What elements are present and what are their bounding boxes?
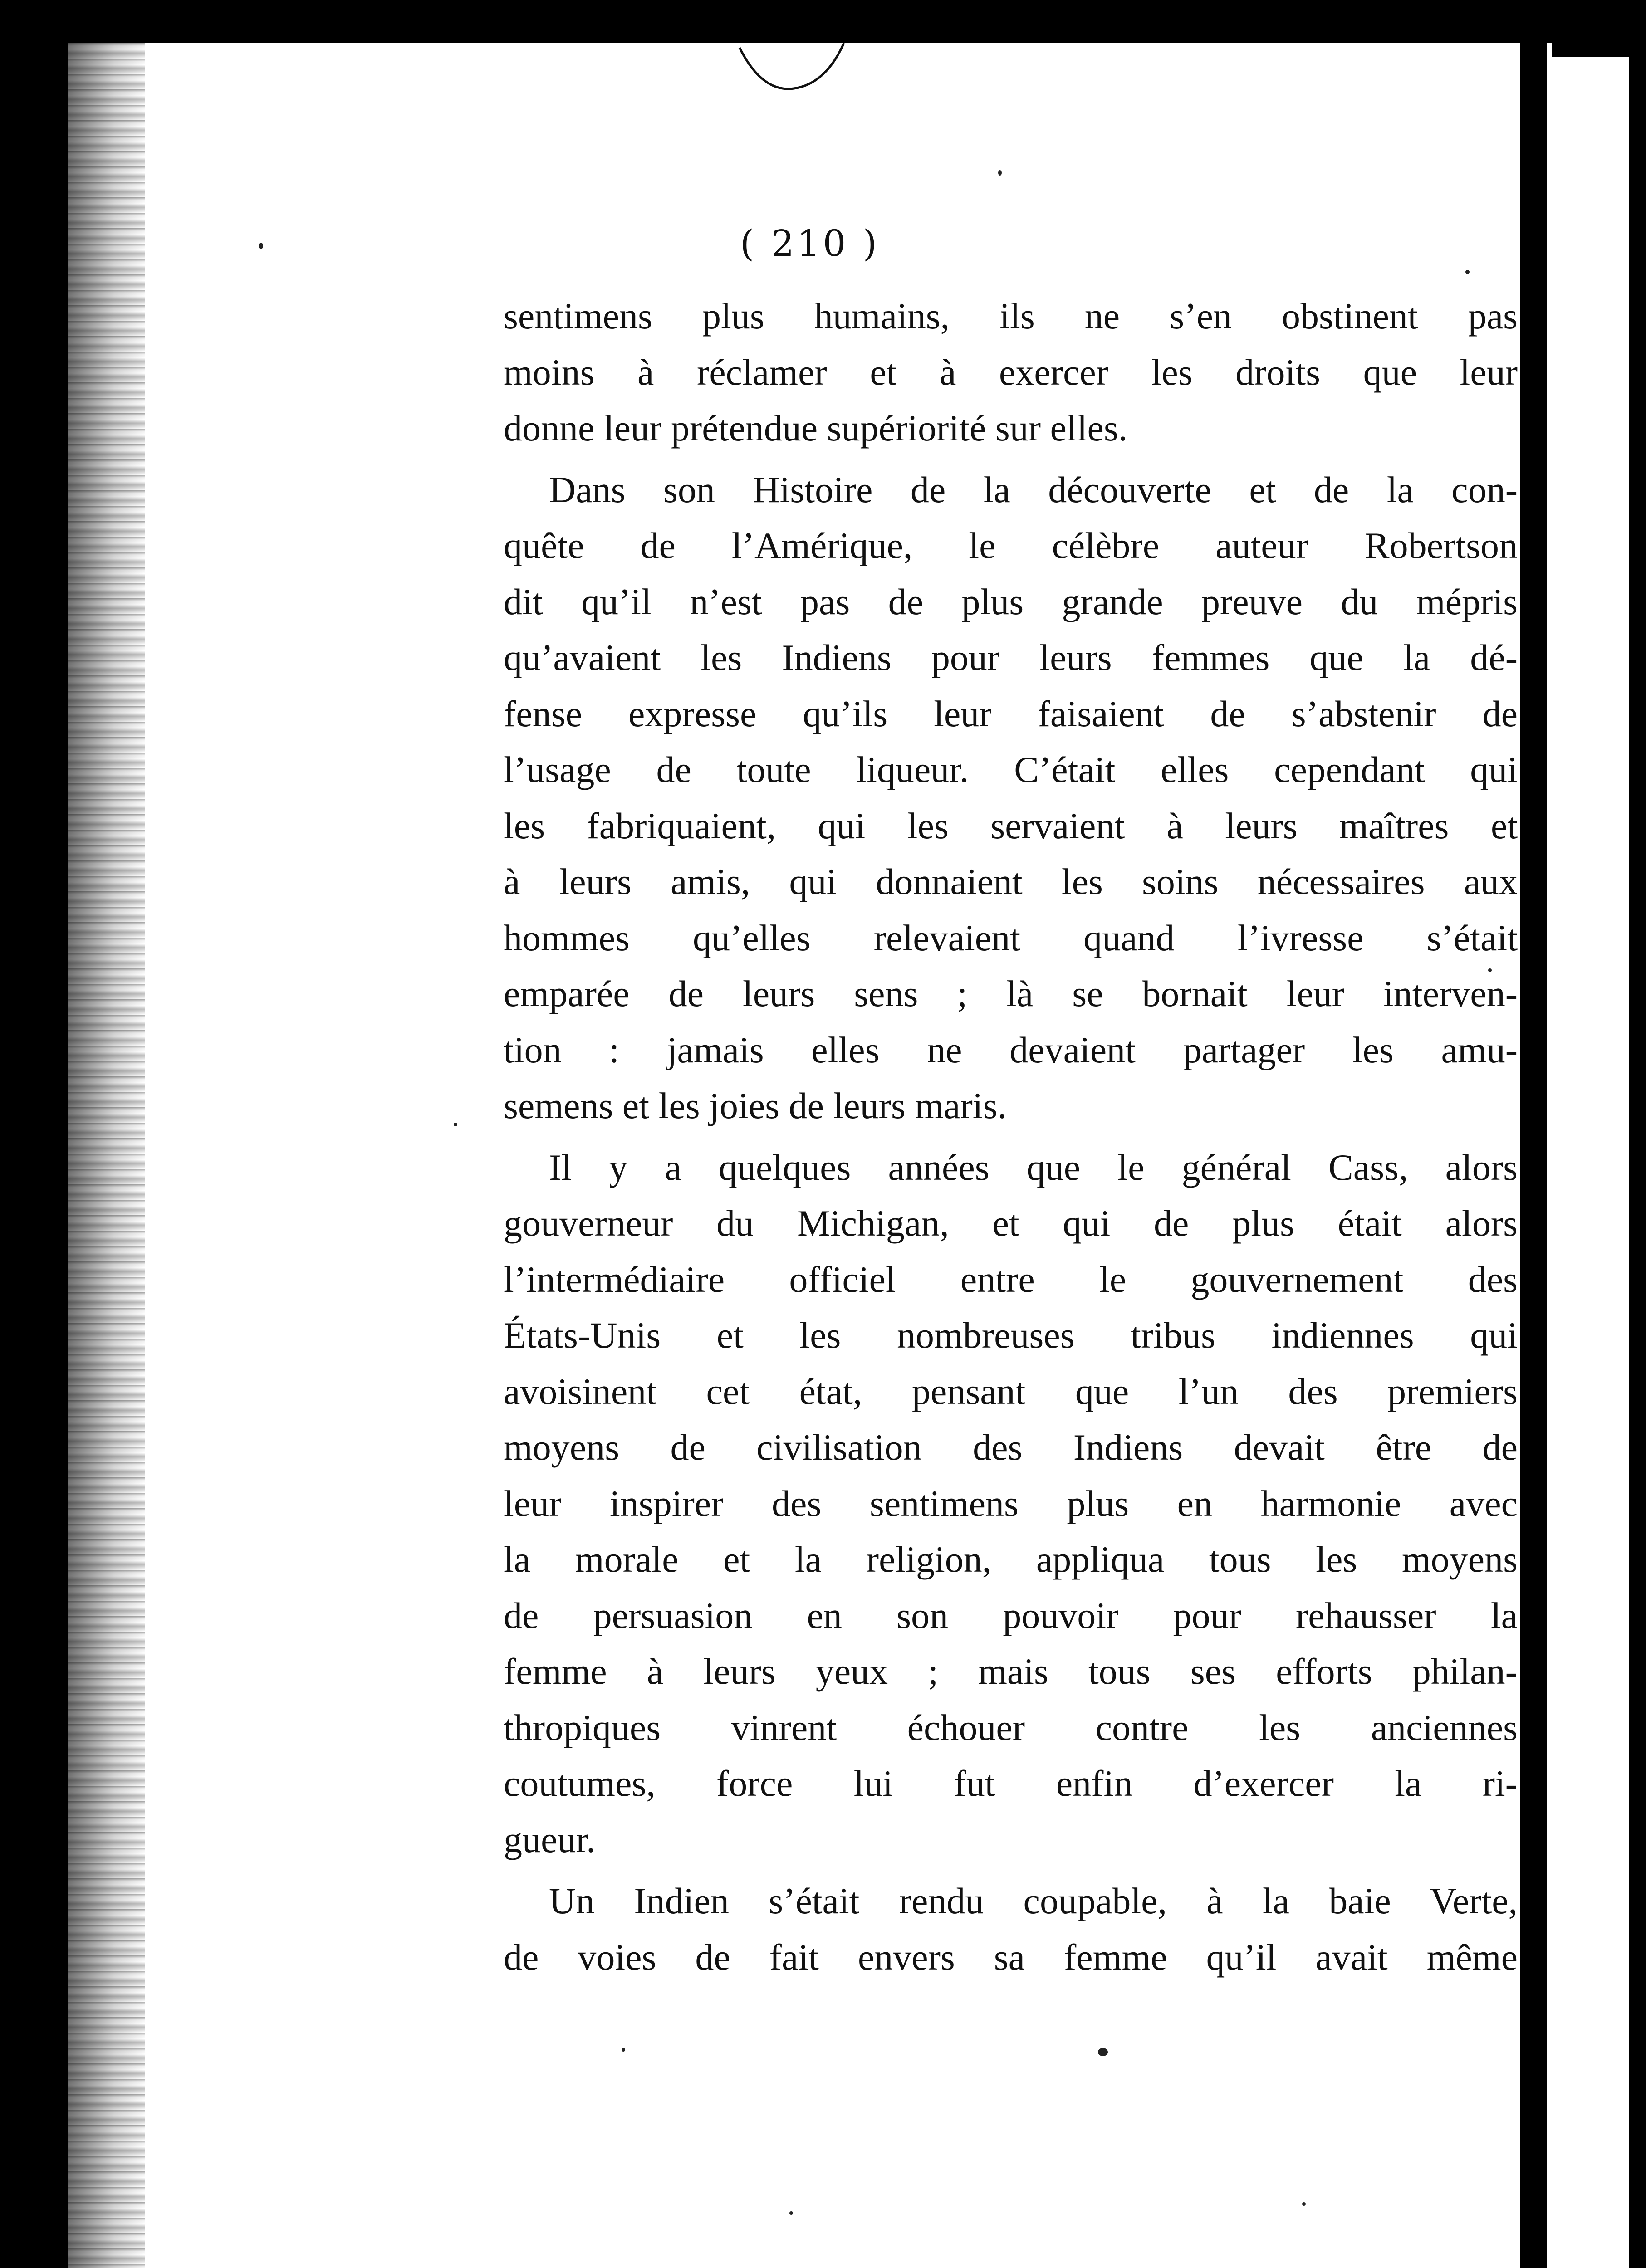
page-number: ( 210 ) xyxy=(740,222,880,264)
text-line: coutumes, force lui fut enfin d’exercer la ri- xyxy=(504,1763,1518,1804)
text-line: qu’avaient les Indiens pour leurs femmes que la dé- xyxy=(504,637,1518,678)
text-line: tion : jamais elles ne devaient partager les amu- xyxy=(504,1029,1518,1070)
body-text xyxy=(504,288,1518,1990)
text-line: à leurs amis, qui donnaient les soins nécessaires aux xyxy=(504,861,1518,902)
text-line: dit qu’il n’est pas de plus grande preuve du mépris xyxy=(504,581,1518,622)
adjacent-page-edge xyxy=(1520,43,1547,2268)
text-line: femme à leurs yeux ; mais tous ses efforts philan- xyxy=(504,1651,1518,1692)
text-line: sentimens plus humains, ils ne s’en obstinent pas xyxy=(504,295,1518,337)
binding-mark xyxy=(735,43,853,98)
text-line: de voies de fait envers sa femme qu’il avait même xyxy=(504,1936,1518,1978)
scan-speck xyxy=(998,170,1002,176)
text-line: Dans son Histoire de la découverte et de la con- xyxy=(549,469,1518,510)
text-line: fense expresse qu’ils leur faisaient de s’abstenir de xyxy=(504,693,1518,734)
text-line: emparée de leurs sens ; là se bornait leur interven- xyxy=(504,973,1518,1014)
paragraph-3 xyxy=(504,1139,1518,1868)
text-line: leur inspirer des sentimens plus en harmonie avec xyxy=(504,1482,1518,1524)
text-line: la morale et la religion, appliqua tous les moyens xyxy=(504,1539,1518,1580)
text-line: l’usage de toute liqueur. C’était elles cependant qui xyxy=(504,749,1518,790)
paragraph-4 xyxy=(504,1873,1518,1985)
scan-speck xyxy=(789,2211,793,2215)
scan-speck xyxy=(1098,2048,1108,2056)
page-gutter-shadow xyxy=(68,43,145,2268)
paragraph-2 xyxy=(504,462,1518,1134)
scan-speck xyxy=(622,2048,625,2052)
text-line: gouverneur du Michigan, et qui de plus était alors xyxy=(504,1202,1518,1244)
text-line: moyens de civilisation des Indiens devait être de xyxy=(504,1427,1518,1468)
text-line: donne leur prétendue supériorité sur elles. xyxy=(504,407,1128,449)
text-line: quête de l’Amérique, le célèbre auteur Robertson xyxy=(504,525,1518,566)
paragraph-1 xyxy=(504,288,1518,456)
text-line: semens et les joies de leurs maris. xyxy=(504,1085,1007,1126)
scan-speck xyxy=(1302,2202,1306,2206)
scan-speck xyxy=(1465,270,1470,274)
text-line: de persuasion en son pouvoir pour rehausser la xyxy=(504,1594,1518,1636)
text-line: les fabriquaient, qui les servaient à leurs maîtres et xyxy=(504,805,1518,846)
text-line: hommes qu’elles relevaient quand l’ivresse s’était xyxy=(504,917,1518,958)
scan-speck xyxy=(454,1123,457,1126)
text-line: avoisinent cet état, pensant que l’un des premiers xyxy=(504,1370,1518,1412)
scanned-page xyxy=(68,43,1552,2268)
adjacent-page xyxy=(1547,57,1629,2268)
text-line: Il y a quelques années que le général Cass, alors xyxy=(549,1146,1518,1188)
text-line: moins à réclamer et à exercer les droits que leur xyxy=(504,351,1518,393)
text-line: thropiques vinrent échouer contre les anciennes xyxy=(504,1706,1518,1748)
scan-speck xyxy=(1488,968,1492,972)
text-line: l’intermédiaire officiel entre le gouvernement des xyxy=(504,1258,1518,1300)
text-line: Un Indien s’était rendu coupable, à la baie Verte, xyxy=(549,1880,1518,1921)
text-line: États-Unis et les nombreuses tribus indiennes qui xyxy=(504,1315,1518,1356)
scan-speck xyxy=(259,243,263,249)
text-line: gueur. xyxy=(504,1818,596,1860)
